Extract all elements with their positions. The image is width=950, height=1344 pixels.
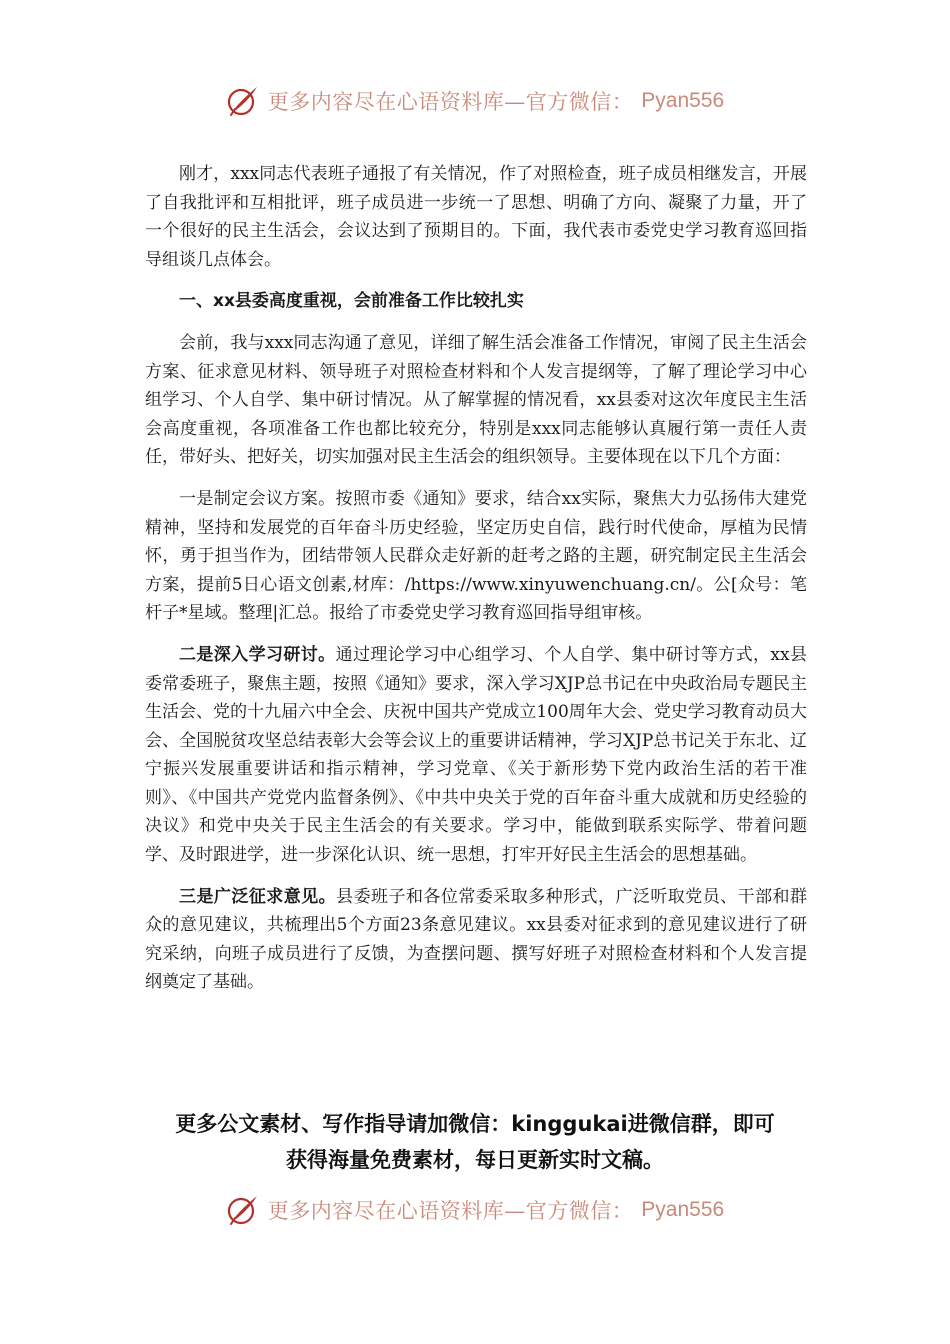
footer-watermark-banner <box>0 1193 950 1227</box>
point-3-paragraph <box>145 883 807 997</box>
document-body <box>145 160 807 1010</box>
point-2-lead: 二是深入学习研讨。 <box>179 644 336 665</box>
promo-line-2: 获得海量免费素材，每日更新实时文稿。 <box>286 1148 664 1172</box>
intro-paragraph: 刚才，xxx同志代表班子通报了有关情况，作了对照检查，班子成员相继发言，开展了自我批评和互相批评，班子成员进一步统一了思想、明确了方向、凝聚了力量，开了一个很好的民主生活会，会议达到了预期目的。下面，我代表市委党史学习教育巡回指导组谈几点体会。 <box>145 164 807 270</box>
header-banner-id: Pyan556 <box>641 89 725 112</box>
section-heading-1: 一、xx县委高度重视，会前准备工作比较扎实 <box>179 291 524 312</box>
promo-line-1: 更多公文素材、写作指导请加微信：kinggukai进微信群，即可 <box>175 1112 775 1136</box>
footer-banner-id: Pyan556 <box>641 1198 725 1221</box>
promo-notice <box>100 1106 850 1178</box>
header-banner-text: 更多内容尽在心语资料库—官方微信： <box>267 90 634 114</box>
footer-banner-text: 更多内容尽在心语资料库—官方微信： <box>267 1199 634 1223</box>
point-2-text: 通过理论学习中心组学习、个人自学、集中研讨等方式，xx县委常委班子，聚焦主题，按照《通知》要求，深入学习XJP总书记在中央政治局专题民主生活会、党的十九届六中全会、庆祝中国共产党成立100周年大会、党史学习教育动员大会、全国脱贫攻坚总结表彰大会等会议上的重要讲话精神，学习XJP总书记关于东北、辽宁振兴发展重要讲话和指示精神，学习党章、《关于新形势下党内政治生活的若干准则》、《中国共产党党内监督条例》、《中共中央关于党的百年奋斗重大成就和历史经验的决议》和党中央关于民主生活会的有关要求。学习中，能做到联系实际学、带着问题学、及时跟进学，进一步深化认识、统一思想，打牢开好民主生活会的思想基础。 <box>145 644 807 866</box>
quill-pen-logo-icon <box>226 84 260 118</box>
point-3-lead: 三是广泛征求意见。 <box>179 886 337 907</box>
quill-pen-logo-icon <box>226 1193 260 1227</box>
point-3-text: 县委班子和各位常委采取多种形式，广泛听取党员、干部和群众的意见建议，共梳理出5个方面23条意见建议。xx县委对征求到的意见建议进行了研究采纳，向班子成员进行了反馈，为查摆问题、撰写好班子对照检查材料和个人发言提纲奠定了基础。 <box>145 886 808 993</box>
point-2-paragraph <box>145 641 807 870</box>
point-1-paragraph: 一是制定会议方案。按照市委《通知》要求，结合xx实际，聚焦大力弘扬伟大建党精神，坚持和发展党的百年奋斗历史经验，坚定历史自信，践行时代使命，厚植为民情怀，勇于担当作为，团结带领人民群众走好新的赶考之路的主题，研究制定民主生活会方案，提前5日心语文创素,材库：/https://www.xinyuwenchuang.cn/。公[众号：笔杆子*星域。整理|汇总。报给了市委党史学习教育巡回指导组审核。 <box>145 488 807 624</box>
header-watermark-banner <box>0 84 950 118</box>
section-1-paragraph: 会前，我与xxx同志沟通了意见，详细了解生活会准备工作情况，审阅了民主生活会方案、征求意见材料、领导班子对照检查材料和个人发言提纲等，了解了理论学习中心组学习、个人自学、集中研讨情况。从了解掌握的情况看，xx县委对这次年度民主生活会高度重视，各项准备工作也都比较充分，特别是xxx同志能够认真履行第一责任人责任，带好头、把好关，切实加强对民主生活会的组织领导。主要体现在以下几个方面： <box>145 332 807 468</box>
